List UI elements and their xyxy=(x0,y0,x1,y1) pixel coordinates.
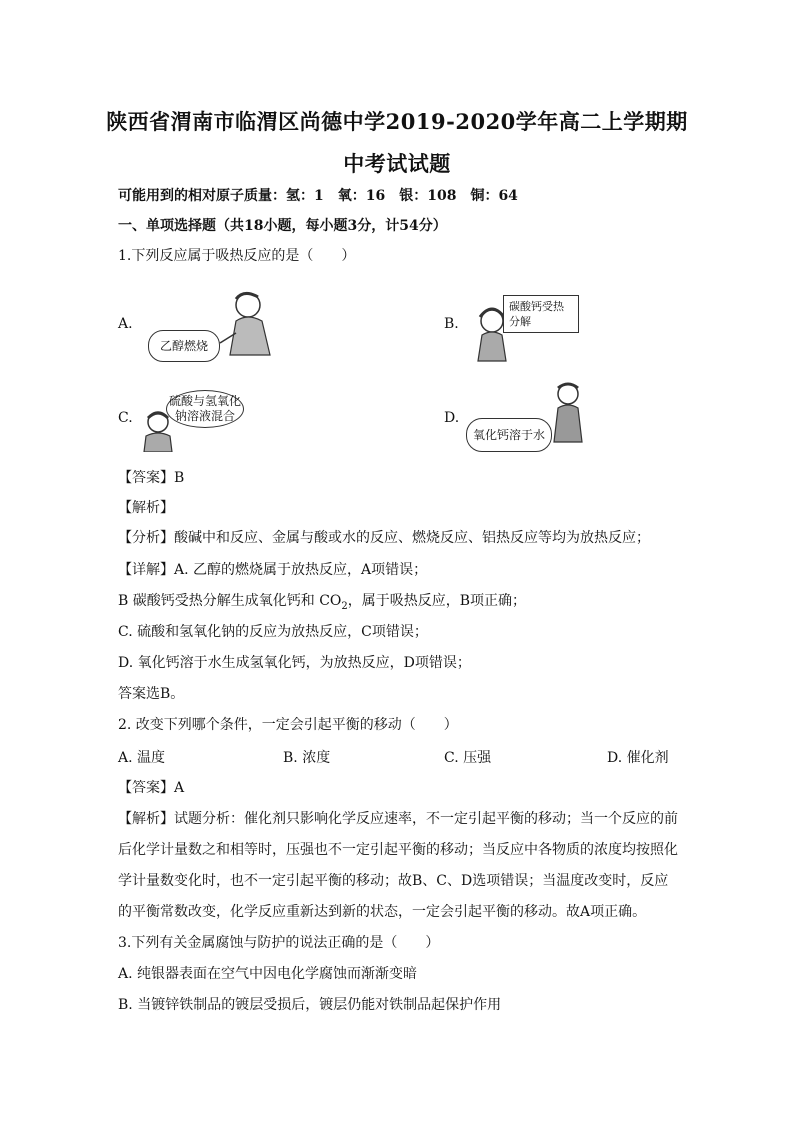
atomic-masses: 可能用到的相对原子质量：氢：1 氧：16 银：108 铜：64 xyxy=(118,188,518,204)
q2-stem: 2. 改变下列哪个条件，一定会引起平衡的移动（ ） xyxy=(118,717,458,733)
q2-choice-c: C. 压强 xyxy=(444,750,492,766)
q1-option-a-bubble: 乙醇燃烧 xyxy=(148,330,220,362)
q1-option-d-bubble: 氧化钙溶于水 xyxy=(466,418,552,452)
q3-option-b: B. 当镀锌铁制品的镀层受损后，镀层仍能对铁制品起保护作用 xyxy=(118,997,502,1013)
q2-analysis-1: 【解析】试题分析：催化剂只影响化学反应速率，不一定引起平衡的移动；当一个反应的前 xyxy=(118,811,678,827)
q1-detail-c: C. 硫酸和氢氧化钠的反应为放热反应，C项错误； xyxy=(118,624,428,640)
section-heading: 一、单项选择题（共18小题，每小题3分，计54分） xyxy=(118,218,447,234)
q3-option-a: A. 纯银器表面在空气中因电化学腐蚀而渐渐变暗 xyxy=(118,966,418,982)
q1-analysis-heading: 【解析】 xyxy=(118,500,174,516)
q2-analysis-3: 学计量数变化时，也不一定引起平衡的移动；故B、C、D选项错误；当温度改变时，反应 xyxy=(118,873,669,889)
q2-answer: 【答案】A xyxy=(118,780,185,796)
q1-detail-b-sub: 2 xyxy=(341,600,348,612)
q1-detail-d: D. 氧化钙溶于水生成氢氧化钙，为放热反应，D项错误； xyxy=(118,655,471,671)
q1-detail-b-post: ，属于吸热反应，B项正确； xyxy=(347,593,527,609)
q1-answer: 【答案】B xyxy=(118,470,185,486)
q1-stem: 1.下列反应属于吸热反应的是（ ） xyxy=(118,248,356,264)
q2-analysis-4: 的平衡常数改变，化学反应重新达到新的状态，一定会引起平衡的移动。故A项正确。 xyxy=(118,904,647,920)
q1-detail-a: 【详解】A. 乙醇的燃烧属于放热反应，A项错误； xyxy=(118,562,428,578)
q1-option-a-label: A. xyxy=(118,316,133,332)
q3-stem: 3.下列有关金属腐蚀与防护的说法正确的是（ ） xyxy=(118,935,440,951)
q1-option-d-label: D. xyxy=(444,410,460,426)
q1-detail-b-pre: B 碳酸钙受热分解生成氧化钙和 CO xyxy=(118,593,342,609)
q1-detail-b xyxy=(118,591,526,617)
q1-option-c-label: C. xyxy=(118,410,133,426)
q1-option-c-bubble: 硫酸与氢氧化钠溶液混合 xyxy=(166,390,244,428)
q2-choice-b: B. 浓度 xyxy=(283,750,331,766)
q1-option-b-label: B. xyxy=(444,316,459,332)
q1-option-d-figure xyxy=(548,380,588,444)
title-line-1: 陕西省渭南市临渭区尚德中学2019-2020学年高二上学期期 xyxy=(106,109,688,134)
q1-conclusion: 答案选B。 xyxy=(118,686,185,702)
q1-fenxi: 【分析】酸碱中和反应、金属与酸或水的反应、燃烧反应、铝热反应等均为放热反应； xyxy=(118,530,650,546)
q2-analysis-2: 后化学计量数之和相等时，压强也不一定引起平衡的移动；当反应中各物质的浓度均按照化 xyxy=(118,842,678,858)
title-line-2: 中考试试题 xyxy=(343,151,451,176)
q2-choice-a: A. 温度 xyxy=(118,750,166,766)
q2-choice-d: D. 催化剂 xyxy=(607,750,669,766)
q1-option-b-box: 碳酸钙受热分解 xyxy=(503,295,579,333)
